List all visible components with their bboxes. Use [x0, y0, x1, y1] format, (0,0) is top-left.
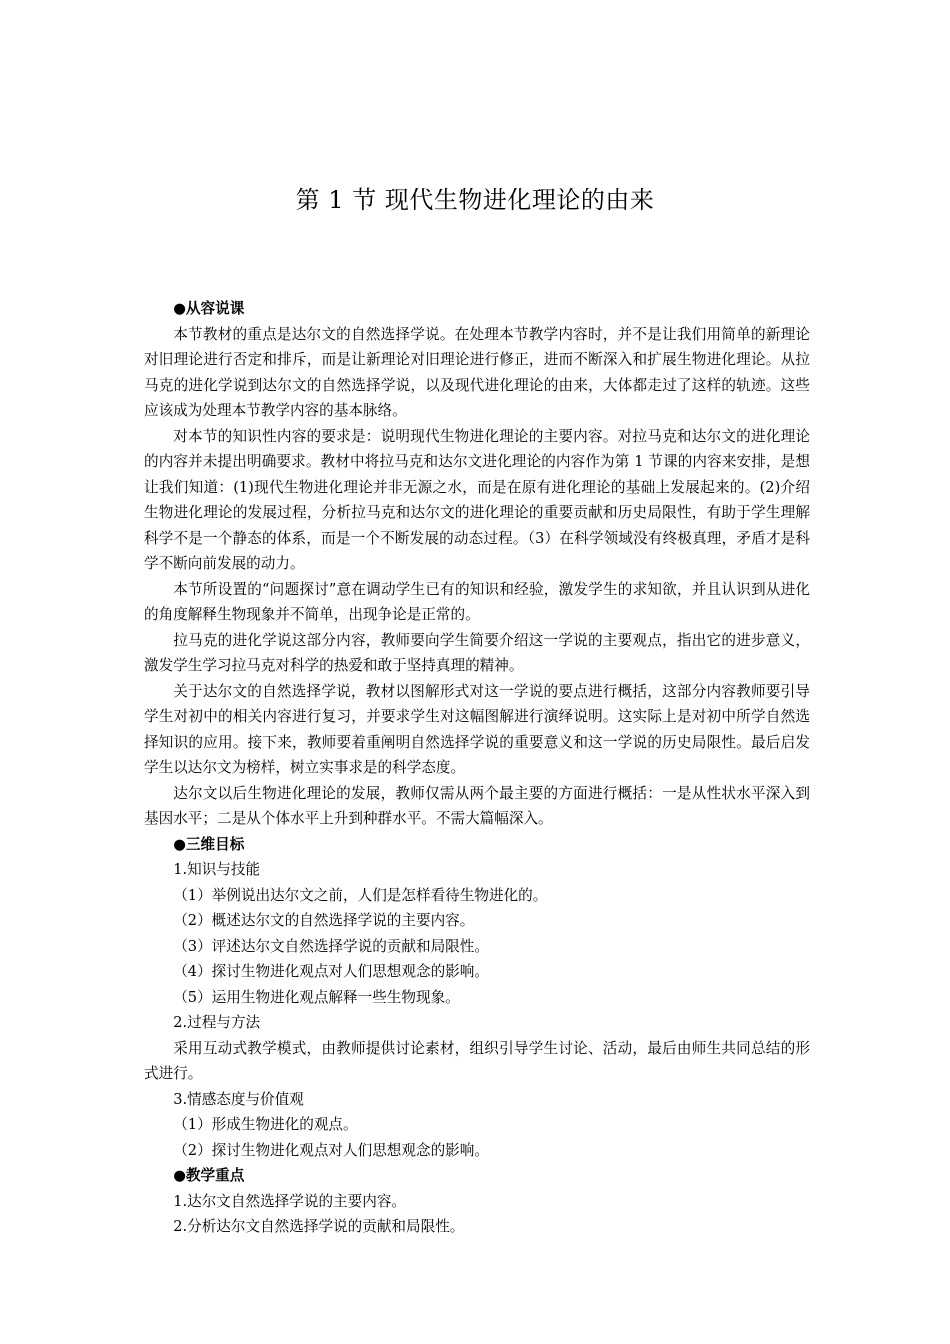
section-heading-key-points: ●教学重点 [173, 1167, 245, 1184]
bullet-icon: ● [173, 300, 186, 317]
section-heading-lesson-talk: ●从容说课 [173, 300, 245, 317]
list-item: （1）形成生物进化的观点。 [173, 1116, 358, 1133]
list-item: 1.达尔文自然选择学说的主要内容。 [173, 1192, 407, 1210]
section-heading-objectives: ●三维目标 [173, 835, 245, 853]
list-item: （2）探讨生物进化观点对人们思想观念的影响。 [173, 1141, 489, 1159]
paragraph: 拉马克的进化学说这部分内容，教师要向学生简要介绍这一学说的主要观点，指出它的进步意义，激发学生学习拉马克对科学的热爱和敢于坚持真理的精神。 [144, 631, 810, 674]
paragraph: 采用互动式教学模式，由教师提供讨论素材，组织引导学生讨论、活动，最后由师生共同总结的形式进行。 [144, 1039, 810, 1082]
bullet-icon: ● [173, 835, 186, 853]
list-item: 2.分析达尔文自然选择学说的贡献和局限性。 [173, 1218, 465, 1235]
list-item: （3）评述达尔文自然选择学说的贡献和局限性。 [173, 937, 489, 955]
subheading: 1.知识与技能 [173, 861, 261, 878]
paragraph: 本节教材的重点是达尔文的自然选择学说。在处理本节教学内容时，并不是让我们用简单的新理论对旧理论进行否定和排斥，而是让新理论对旧理论进行修正，进而不断深入和扩展生物进化理论。从拉马克的进化学说到达尔文的自然选择学说，以及现代进化理论的由来，大体都走过了这样的轨迹。这些应该成为处理本节教学内容的基本脉络。 [144, 325, 810, 419]
document-body [144, 296, 810, 1240]
list-item: （2）概述达尔文的自然选择学说的主要内容。 [173, 912, 475, 929]
paragraph: 达尔文以后生物进化理论的发展，教师仅需从两个最主要的方面进行概括：一是从性状水平深入到基因水平；二是从个体水平上升到种群水平。不需大篇幅深入。 [144, 784, 810, 827]
paragraph: 本节所设置的“问题探讨”意在调动学生已有的知识和经验，激发学生的求知欲，并且认识到从进化的角度解释生物现象并不简单，出现争论是正常的。 [144, 580, 810, 623]
page-title: 第 1 节 现代生物进化理论的由来 [295, 186, 655, 214]
bullet-icon: ● [173, 1167, 186, 1184]
list-item: （5）运用生物进化观点解释一些生物现象。 [173, 988, 460, 1006]
paragraph: 对本节的知识性内容的要求是：说明现代生物进化理论的主要内容。对拉马克和达尔文的进化理论的内容并未提出明确要求。教材中将拉马克和达尔文进化理论的内容作为第 1 节课的内容来安排，是想让我们知道：(1)现代生物进化理论并非无源之水，而是在原有进化理论的基础上发展起来的。(2)介绍生物进化理论的发展过程，分析拉马克和达尔文的进化理论的重要贡献和历史局限性，有助于学生理解科学不是一个静态的体系，而是一个不断发展的动态过程。（3）在科学领域没有终极真理，矛盾才是科学不断向前发展的动力。 [144, 427, 810, 572]
subheading: 3.情感态度与价值观 [173, 1090, 304, 1108]
list-item: （1）举例说出达尔文之前，人们是怎样看待生物进化的。 [173, 886, 548, 904]
subheading: 2.过程与方法 [173, 1014, 261, 1031]
list-item: （4）探讨生物进化观点对人们思想观念的影响。 [173, 963, 489, 980]
paragraph: 关于达尔文的自然选择学说，教材以图解形式对这一学说的要点进行概括，这部分内容教师要引导学生对初中的相关内容进行复习，并要求学生对这幅图解进行演绎说明。这实际上是对初中所学自然选择知识的应用。接下来，教师要着重阐明自然选择学说的重要意义和这一学说的历史局限性。最后启发学生以达尔文为榜样，树立实事求是的科学态度。 [144, 682, 810, 776]
